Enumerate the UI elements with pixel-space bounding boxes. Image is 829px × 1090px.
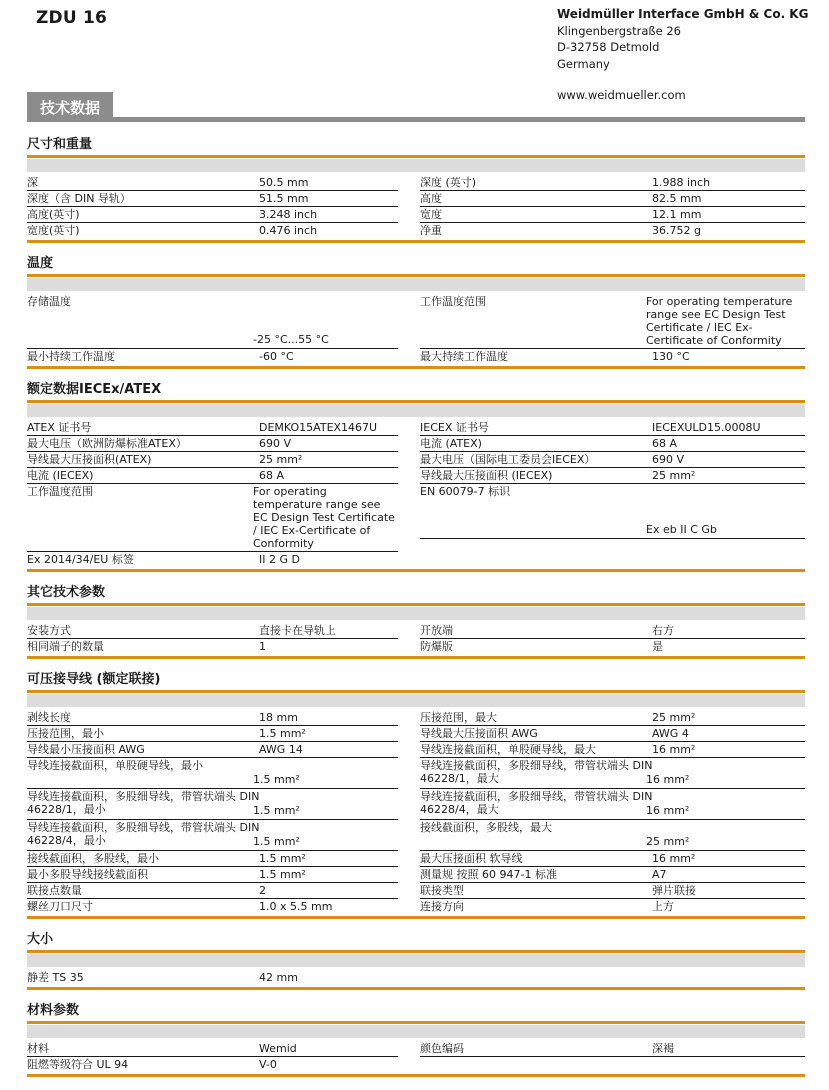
spec-label: 相同端子的数量 xyxy=(27,640,104,653)
spec-row xyxy=(420,484,805,539)
spec-row xyxy=(420,820,805,851)
spec-label: 静差 TS 35 xyxy=(27,971,84,984)
spec-row xyxy=(27,175,398,191)
spec-value: 690 V xyxy=(652,453,685,466)
spec-table-left xyxy=(27,294,398,364)
section-title: 额定数据IECEx/ATEX xyxy=(27,382,162,397)
spec-label: 电流 (ATEX) xyxy=(420,437,482,450)
spec-value: 1.5 mm² xyxy=(259,868,306,881)
spec-value: 18 mm xyxy=(259,711,298,724)
spec-label: 测量规 按照 60 947-1 标准 xyxy=(420,868,557,881)
spec-label: 接线截面积，多股线，最小 xyxy=(27,852,159,865)
spec-value: 16 mm² xyxy=(652,852,696,865)
spec-value: 1.5 mm² xyxy=(253,835,300,848)
spec-value: AWG 4 xyxy=(652,727,689,740)
spec-row xyxy=(420,883,805,899)
spec-label: 最大电压（欧洲防爆标准ATEX） xyxy=(27,437,187,450)
section-header-band xyxy=(27,694,805,707)
spec-row xyxy=(420,742,805,758)
sections-container xyxy=(27,137,805,1090)
section-4 xyxy=(27,585,805,659)
section-columns xyxy=(27,707,805,916)
spec-row xyxy=(420,758,805,789)
spec-row xyxy=(27,758,398,789)
section-7 xyxy=(27,1003,805,1077)
spec-value: 1.5 mm² xyxy=(259,852,306,865)
spec-row xyxy=(27,639,398,654)
spec-row xyxy=(420,899,805,914)
section-title: 材料参数 xyxy=(27,1003,80,1018)
spec-label: 阻燃等级符合 UL 94 xyxy=(27,1058,129,1071)
spec-value: 1.988 inch xyxy=(652,176,711,189)
spec-label: 最大压接面积 软导线 xyxy=(420,852,523,865)
company-address-line3: Germany xyxy=(557,56,610,71)
spec-row xyxy=(27,867,398,883)
spec-value: Ex eb II C Gb xyxy=(646,523,717,536)
spec-label: 导线连接截面积，多股细导线，带管状端头 DIN 46228/1，最大 xyxy=(420,759,653,785)
spec-value: 68 A xyxy=(652,437,678,450)
spec-row xyxy=(27,294,398,349)
spec-value: 右方 xyxy=(652,624,674,637)
spec-label: 联接类型 xyxy=(420,884,464,897)
section-header-band xyxy=(27,607,805,620)
spec-value: 弹片联接 xyxy=(652,884,696,897)
spec-row xyxy=(27,789,398,820)
spec-label: 电流 (IECEX) xyxy=(27,469,94,482)
spec-label: 导线连接截面积，多股细导线，带管状端头 DIN 46228/4，最小 xyxy=(27,821,260,847)
section-rule-top xyxy=(27,400,805,403)
spec-label: 最小持续工作温度 xyxy=(27,350,115,363)
spec-row xyxy=(420,349,805,364)
section-columns xyxy=(27,172,805,240)
spec-label: 深度 (英寸) xyxy=(420,176,477,189)
spec-row xyxy=(27,223,398,238)
spec-row xyxy=(27,726,398,742)
spec-row xyxy=(420,867,805,883)
spec-value: 2 xyxy=(259,884,266,897)
spec-value: IECEXULD15.0008U xyxy=(652,421,761,434)
spec-row xyxy=(27,1057,398,1072)
spec-label: 螺丝刀口尺寸 xyxy=(27,900,93,913)
spec-row xyxy=(27,970,398,985)
spec-row xyxy=(27,436,398,452)
section-header-band xyxy=(27,278,805,291)
spec-label: EN 60079-7 标识 xyxy=(420,485,511,498)
section-rule-top xyxy=(27,1021,805,1024)
section-title: 其它技术参数 xyxy=(27,585,106,600)
spec-label: 颜色编码 xyxy=(420,1042,464,1055)
section-rule-bottom xyxy=(27,240,805,243)
spec-label: 防爆版 xyxy=(420,640,453,653)
company-name: Weidmüller Interface GmbH & Co. KG xyxy=(557,7,809,21)
spec-table-left xyxy=(27,623,398,654)
spec-label: 深度（含 DIN 导轨） xyxy=(27,192,131,205)
section-6 xyxy=(27,932,805,990)
spec-table-right xyxy=(420,623,805,654)
company-website: www.weidmueller.com xyxy=(557,88,686,102)
spec-row xyxy=(27,1041,398,1057)
spec-row xyxy=(420,294,805,349)
section-1 xyxy=(27,137,805,243)
section-header-band xyxy=(27,159,805,172)
section-columns xyxy=(27,417,805,569)
section-rule-top xyxy=(27,603,805,606)
spec-label: 高度 xyxy=(420,192,442,205)
section-title: 大小 xyxy=(27,932,54,947)
spec-row xyxy=(420,420,805,436)
spec-label: 净重 xyxy=(420,224,442,237)
spec-row xyxy=(420,1041,805,1057)
spec-value: -60 °C xyxy=(259,350,294,363)
spec-value: 1 xyxy=(259,640,266,653)
spec-row xyxy=(27,420,398,436)
spec-value: 1.0 x 5.5 mm xyxy=(259,900,333,913)
spec-value: 130 °C xyxy=(652,350,690,363)
spec-value: 36.752 g xyxy=(652,224,701,237)
section-rule-top xyxy=(27,155,805,158)
spec-value: 上方 xyxy=(652,900,674,913)
spec-table-left xyxy=(27,1041,398,1072)
spec-value: 0.476 inch xyxy=(259,224,318,237)
spec-label: 深 xyxy=(27,176,38,189)
spec-label: 导线连接截面积，多股细导线，带管状端头 DIN 46228/1，最小 xyxy=(27,790,260,816)
spec-value: 12.1 mm xyxy=(652,208,702,221)
spec-value: Wemid xyxy=(259,1042,297,1055)
spec-value: 1.5 mm² xyxy=(253,773,300,786)
spec-label: 开放端 xyxy=(420,624,453,637)
spec-row xyxy=(420,223,805,238)
section-rule-bottom xyxy=(27,987,805,990)
spec-table-right xyxy=(420,420,805,567)
spec-value: AWG 14 xyxy=(259,743,303,756)
spec-label: 导线最大压接面积(ATEX) xyxy=(27,453,152,466)
spec-table-left xyxy=(27,710,398,914)
spec-row xyxy=(27,484,398,552)
spec-value: 16 mm² xyxy=(646,804,690,817)
spec-table-right xyxy=(420,1041,805,1072)
spec-row xyxy=(420,436,805,452)
spec-label: 宽度(英寸) xyxy=(27,224,80,237)
spec-row xyxy=(27,710,398,726)
section-5 xyxy=(27,672,805,919)
spec-label: 导线连接截面积，单股硬导线，最大 xyxy=(420,743,596,756)
spec-label: 宽度 xyxy=(420,208,442,221)
section-header-band xyxy=(27,404,805,417)
section-rule-top xyxy=(27,690,805,693)
spec-row xyxy=(27,452,398,468)
spec-table-right xyxy=(420,294,805,364)
company-address-line2: D-32758 Detmold xyxy=(557,40,660,54)
spec-label: 导线最大压接面积 AWG xyxy=(420,727,538,740)
section-columns xyxy=(27,967,805,987)
spec-value: A7 xyxy=(652,868,667,881)
spec-value: 51.5 mm xyxy=(259,192,309,205)
spec-row xyxy=(420,175,805,191)
spec-row xyxy=(420,207,805,223)
spec-row xyxy=(27,883,398,899)
spec-label: 存储温度 xyxy=(27,295,71,308)
spec-label: 压接范围，最小 xyxy=(27,727,104,740)
spec-value: 1.5 mm² xyxy=(259,727,306,740)
spec-row xyxy=(420,468,805,484)
section-rule-bottom xyxy=(27,916,805,919)
spec-row xyxy=(420,789,805,820)
spec-label: ATEX 证书号 xyxy=(27,421,92,434)
section-2 xyxy=(27,256,805,369)
spec-row xyxy=(420,623,805,639)
company-address-line1: Klingenbergstraße 26 xyxy=(557,23,681,38)
spec-value: 25 mm² xyxy=(259,453,303,466)
spec-table-right xyxy=(420,710,805,914)
section-columns xyxy=(27,620,805,656)
section-rule-bottom xyxy=(27,569,805,572)
spec-label: 导线最小压接面积 AWG xyxy=(27,743,145,756)
spec-row xyxy=(420,726,805,742)
spec-value: V-0 xyxy=(259,1058,277,1071)
section-header-band xyxy=(27,1025,805,1038)
spec-label: 压接范围，最大 xyxy=(420,711,497,724)
spec-label: 导线连接截面积，单股硬导线，最小 xyxy=(27,759,203,772)
spec-table-left xyxy=(27,175,398,238)
spec-table-right xyxy=(420,175,805,238)
spec-row xyxy=(420,710,805,726)
spec-row xyxy=(27,623,398,639)
spec-row xyxy=(27,742,398,758)
spec-label: 高度(英寸) xyxy=(27,208,80,221)
section-columns xyxy=(27,291,805,366)
spec-value: 25 mm² xyxy=(646,835,690,848)
spec-value: 是 xyxy=(652,640,663,653)
section-rule-top xyxy=(27,274,805,277)
spec-value: 16 mm² xyxy=(652,743,696,756)
page-title: ZDU 16 xyxy=(36,8,108,28)
spec-row xyxy=(27,820,398,851)
spec-table-left xyxy=(27,970,398,985)
banner-rule xyxy=(27,117,805,122)
spec-value: 25 mm² xyxy=(652,711,696,724)
section-header-band xyxy=(27,954,805,967)
spec-row xyxy=(27,552,398,567)
spec-value: DEMKO15ATEX1467U xyxy=(259,421,378,434)
spec-row xyxy=(27,207,398,223)
spec-value: 42 mm xyxy=(259,971,298,984)
spec-row xyxy=(27,468,398,484)
spec-row xyxy=(420,191,805,207)
spec-row xyxy=(27,191,398,207)
spec-label: 连接方向 xyxy=(420,900,464,913)
section-title: 温度 xyxy=(27,256,54,271)
spec-label: 最大电压（国际电工委员会IECEX） xyxy=(420,453,596,466)
spec-value: 82.5 mm xyxy=(652,192,702,205)
spec-value: 50.5 mm xyxy=(259,176,309,189)
spec-value: 1.5 mm² xyxy=(253,804,300,817)
section-rule-bottom xyxy=(27,656,805,659)
spec-label: Ex 2014/34/EU 标签 xyxy=(27,553,134,566)
spec-label: 导线最大压接面积 (IECEX) xyxy=(420,469,553,482)
spec-value: 25 mm² xyxy=(652,469,696,482)
spec-label: 剥线长度 xyxy=(27,711,71,724)
section-columns xyxy=(27,1038,805,1074)
spec-value: For operating temperature range see EC Design Test Certificate / IEC Ex-Certificate of Conformity xyxy=(646,295,793,347)
section-rule-bottom xyxy=(27,1074,805,1077)
spec-value: 690 V xyxy=(259,437,292,450)
spec-value: For operating temperature range see EC Design Test Certificate / IEC Ex-Certificate of Conformity xyxy=(253,485,395,550)
spec-row xyxy=(420,452,805,468)
banner xyxy=(27,92,805,122)
spec-row xyxy=(27,899,398,914)
spec-label: 安装方式 xyxy=(27,624,71,637)
spec-row xyxy=(27,851,398,867)
section-3 xyxy=(27,382,805,572)
spec-row xyxy=(420,851,805,867)
spec-value: 16 mm² xyxy=(646,773,690,786)
spec-value: -25 °C...55 °C xyxy=(253,333,329,346)
spec-value: 68 A xyxy=(259,469,285,482)
spec-row xyxy=(27,349,398,364)
spec-label: 联接点数量 xyxy=(27,884,82,897)
spec-table-left xyxy=(27,420,398,567)
spec-label: 最小多股导线接线截面积 xyxy=(27,868,148,881)
spec-value: 深褐 xyxy=(652,1042,674,1055)
spec-row xyxy=(420,639,805,654)
spec-label: 材料 xyxy=(27,1042,49,1055)
section-rule-bottom xyxy=(27,366,805,369)
spec-label: 接线截面积，多股线，最大 xyxy=(420,821,552,834)
spec-value: 直接卡在导轨上 xyxy=(259,624,336,637)
spec-value: II 2 G D xyxy=(259,553,300,566)
section-title: 尺寸和重量 xyxy=(27,137,93,152)
banner-title: 技术数据 xyxy=(27,92,113,122)
spec-value: 3.248 inch xyxy=(259,208,318,221)
spec-label: IECEX 证书号 xyxy=(420,421,489,434)
spec-label: 导线连接截面积，多股细导线，带管状端头 DIN 46228/4，最大 xyxy=(420,790,653,816)
spec-label: 工作温度范围 xyxy=(27,485,93,498)
spec-label: 最大持续工作温度 xyxy=(420,350,508,363)
spec-label: 工作温度范围 xyxy=(420,295,486,308)
company-block xyxy=(557,6,808,104)
section-title: 可压接导线 (额定联接) xyxy=(27,672,161,687)
spec-table-right xyxy=(420,970,805,985)
section-rule-top xyxy=(27,950,805,953)
